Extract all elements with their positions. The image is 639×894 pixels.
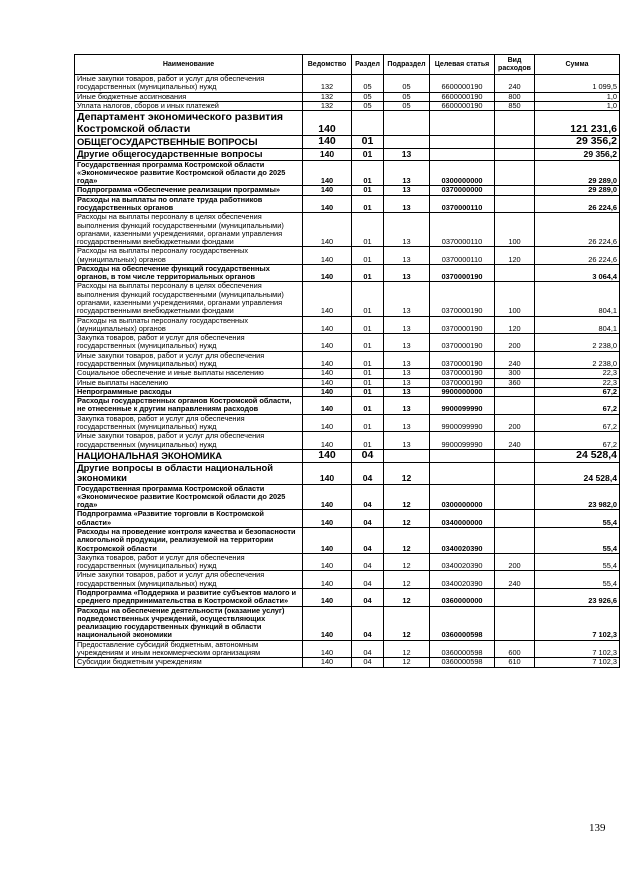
table-cell-section: 04 (352, 658, 384, 667)
table-cell-dept: 140 (303, 186, 352, 195)
table-cell-sum: 67,2 (535, 397, 620, 415)
table-cell-name: Непрограммные расходы (75, 387, 303, 396)
table-cell-subsection: 13 (384, 264, 430, 282)
table-cell-name: Иные закупки товаров, работ и услуг для обеспечения государственных (муниципальных) нужд (75, 432, 303, 450)
table-cell-section: 01 (352, 136, 384, 149)
table-cell-target: 0340020390 (430, 528, 495, 554)
table-cell-sum: 55,4 (535, 553, 620, 571)
table-cell-dept: 140 (303, 149, 352, 161)
table-row (75, 75, 620, 93)
table-cell-dept: 140 (303, 528, 352, 554)
table-row (75, 553, 620, 571)
table-cell-kind: 600 (495, 640, 535, 658)
table-row (75, 397, 620, 415)
table-cell-sum: 26 224,6 (535, 247, 620, 265)
table-row (75, 606, 620, 640)
table-cell-sum: 26 224,6 (535, 195, 620, 213)
table-cell-name: НАЦИОНАЛЬНАЯ ЭКОНОМИКА (75, 449, 303, 462)
table-cell-dept: 140 (303, 351, 352, 369)
table-cell-section: 01 (352, 195, 384, 213)
table-cell-dept: 140 (303, 449, 352, 462)
table-cell-target: 9900099990 (430, 397, 495, 415)
table-cell-name: Закупка товаров, работ и услуг для обеспечения государственных (муниципальных) нужд (75, 414, 303, 432)
table-cell-sum: 67,2 (535, 414, 620, 432)
table-cell-dept: 140 (303, 571, 352, 589)
table-row (75, 528, 620, 554)
table-row (75, 195, 620, 213)
table-cell-target: 0340000000 (430, 510, 495, 528)
header-target: Целевая статья (430, 55, 495, 75)
table-cell-section: 04 (352, 589, 384, 607)
table-cell-subsection: 13 (384, 149, 430, 161)
table-cell-target: 0370000190 (430, 334, 495, 352)
table-row (75, 378, 620, 387)
table-cell-section: 01 (352, 186, 384, 195)
table-row (75, 658, 620, 667)
table-cell-target: 0360000598 (430, 606, 495, 640)
table-cell-target: 0370000190 (430, 282, 495, 316)
table-cell-subsection: 13 (384, 186, 430, 195)
table-cell-subsection (384, 111, 430, 136)
table-cell-kind (495, 449, 535, 462)
table-cell-target: 0370000190 (430, 264, 495, 282)
table-cell-sum: 22,3 (535, 369, 620, 378)
table-cell-section: 01 (352, 387, 384, 396)
header-name: Наименование (75, 55, 303, 75)
table-cell-kind (495, 462, 535, 484)
table-cell-name: Другие общегосударственные вопросы (75, 149, 303, 161)
table-cell-name: Подпрограмма «Обеспечение реализации программы» (75, 186, 303, 195)
table-cell-section: 04 (352, 571, 384, 589)
table-cell-name: Иные закупки товаров, работ и услуг для обеспечения государственных (муниципальных) нужд (75, 571, 303, 589)
table-cell-kind (495, 606, 535, 640)
table-cell-section: 01 (352, 334, 384, 352)
table-cell-subsection: 13 (384, 316, 430, 334)
table-cell-dept: 140 (303, 282, 352, 316)
table-cell-sum: 2 238,0 (535, 351, 620, 369)
table-cell-kind: 200 (495, 334, 535, 352)
table-cell-dept: 140 (303, 213, 352, 247)
table-cell-dept: 140 (303, 136, 352, 149)
table-row (75, 334, 620, 352)
table-cell-subsection: 05 (384, 101, 430, 110)
table-cell-target: 0370000190 (430, 316, 495, 334)
table-cell-sum: 3 064,4 (535, 264, 620, 282)
table-cell-target: 9900099990 (430, 432, 495, 450)
header-kind: Вид расходов (495, 55, 535, 75)
table-cell-name: Закупка товаров, работ и услуг для обеспечения государственных (муниципальных) нужд (75, 553, 303, 571)
table-cell-dept: 140 (303, 195, 352, 213)
table-cell-target: 9900099990 (430, 414, 495, 432)
table-cell-kind (495, 484, 535, 510)
table-cell-section: 04 (352, 528, 384, 554)
table-cell-target: 0300000000 (430, 484, 495, 510)
table-cell-target: 0360000598 (430, 658, 495, 667)
table-cell-target: 0370000110 (430, 195, 495, 213)
table-cell-kind: 850 (495, 101, 535, 110)
table-cell-kind: 360 (495, 378, 535, 387)
table-cell-subsection: 13 (384, 378, 430, 387)
table-cell-dept: 140 (303, 378, 352, 387)
table-cell-section (352, 111, 384, 136)
table-cell-subsection: 12 (384, 462, 430, 484)
table-cell-sum: 121 231,6 (535, 111, 620, 136)
table-cell-name: Иные выплаты населению (75, 378, 303, 387)
table-cell-kind (495, 186, 535, 195)
table-cell-name: Расходы на выплаты по оплате труда работников государственных органов (75, 195, 303, 213)
table-cell-name: Расходы на обеспечение функций государственных органов, в том числе территориальных органов (75, 264, 303, 282)
table-cell-section: 01 (352, 414, 384, 432)
table-cell-subsection: 13 (384, 247, 430, 265)
table-cell-target: 6600000190 (430, 92, 495, 101)
table-cell-kind: 240 (495, 75, 535, 93)
table-cell-target: 9900000000 (430, 387, 495, 396)
table-cell-section: 01 (352, 397, 384, 415)
header-sum: Сумма (535, 55, 620, 75)
table-cell-kind (495, 387, 535, 396)
table-cell-name: Предоставление субсидий бюджетным, автономным учреждениям и иным некоммерческим организациям (75, 640, 303, 658)
table-cell-section: 04 (352, 640, 384, 658)
table-cell-name: Расходы на обеспечение деятельности (оказание услуг) подведомственных учреждений, осуществляющих реализацию государственных функций в области национальной экономики (75, 606, 303, 640)
table-cell-sum: 1,0 (535, 92, 620, 101)
table-cell-name: Субсидии бюджетным учреждениям (75, 658, 303, 667)
table-cell-dept: 140 (303, 658, 352, 667)
table-cell-name: Иные закупки товаров, работ и услуг для обеспечения государственных (муниципальных) нужд (75, 75, 303, 93)
table-cell-kind (495, 149, 535, 161)
table-cell-name: Расходы на выплаты персоналу государственных (муниципальных) органов (75, 247, 303, 265)
table-cell-name: Подпрограмма «Развитие торговли в Костромской области» (75, 510, 303, 528)
table-cell-sum: 804,1 (535, 282, 620, 316)
table-cell-sum: 29 289,0 (535, 160, 620, 186)
table-cell-kind: 800 (495, 92, 535, 101)
table-cell-dept: 140 (303, 111, 352, 136)
table-cell-sum: 24 528,4 (535, 449, 620, 462)
table-cell-dept: 132 (303, 92, 352, 101)
table-row (75, 264, 620, 282)
table-cell-subsection: 12 (384, 553, 430, 571)
table-cell-name: Подпрограмма «Поддержка и развитие субъектов малого и среднего предпринимательства в Костромской области» (75, 589, 303, 607)
table-cell-kind (495, 510, 535, 528)
table-cell-subsection: 13 (384, 213, 430, 247)
table-cell-sum: 2 238,0 (535, 334, 620, 352)
table-cell-name: Закупка товаров, работ и услуг для обеспечения государственных (муниципальных) нужд (75, 334, 303, 352)
table-cell-sum: 22,3 (535, 378, 620, 387)
table-cell-dept: 140 (303, 414, 352, 432)
table-cell-sum: 7 102,3 (535, 606, 620, 640)
table-row (75, 136, 620, 149)
table-cell-dept: 132 (303, 75, 352, 93)
table-row (75, 640, 620, 658)
table-cell-kind (495, 195, 535, 213)
table-cell-sum: 26 224,6 (535, 213, 620, 247)
table-row (75, 414, 620, 432)
table-cell-section: 01 (352, 316, 384, 334)
table-cell-name: Иные бюджетные ассигнования (75, 92, 303, 101)
table-cell-name: Расходы на выплаты персоналу государственных (муниципальных) органов (75, 316, 303, 334)
header-subsection: Подраздел (384, 55, 430, 75)
table-cell-dept: 140 (303, 640, 352, 658)
table-row (75, 351, 620, 369)
table-cell-subsection: 13 (384, 282, 430, 316)
table-cell-subsection: 13 (384, 432, 430, 450)
table-cell-target: 0300000000 (430, 160, 495, 186)
table-cell-kind (495, 589, 535, 607)
table-cell-kind: 100 (495, 213, 535, 247)
table-cell-kind: 120 (495, 247, 535, 265)
table-cell-kind: 300 (495, 369, 535, 378)
table-row (75, 213, 620, 247)
table-cell-sum: 67,2 (535, 387, 620, 396)
table-cell-dept: 140 (303, 397, 352, 415)
table-cell-kind: 120 (495, 316, 535, 334)
table-cell-sum: 24 528,4 (535, 462, 620, 484)
table-cell-section: 04 (352, 449, 384, 462)
table-cell-name: Государственная программа Костромской области «Экономическое развитие Костромской области до 2025 года» (75, 160, 303, 186)
table-cell-target: 0370000110 (430, 213, 495, 247)
table-row (75, 462, 620, 484)
table-cell-sum: 7 102,3 (535, 640, 620, 658)
table-cell-target (430, 136, 495, 149)
table-cell-target: 0370000110 (430, 247, 495, 265)
table-cell-subsection: 13 (384, 195, 430, 213)
table-cell-kind: 240 (495, 351, 535, 369)
table-cell-section: 01 (352, 432, 384, 450)
table-row (75, 432, 620, 450)
table-cell-subsection: 13 (384, 351, 430, 369)
table-row (75, 387, 620, 396)
table-cell-target: 0370000000 (430, 186, 495, 195)
table-cell-section: 04 (352, 510, 384, 528)
table-row (75, 316, 620, 334)
table-cell-subsection: 13 (384, 369, 430, 378)
table-cell-section: 04 (352, 462, 384, 484)
table-cell-dept: 140 (303, 160, 352, 186)
table-cell-kind: 240 (495, 571, 535, 589)
table-cell-sum: 29 356,2 (535, 136, 620, 149)
table-cell-dept: 140 (303, 387, 352, 396)
table-cell-subsection: 12 (384, 606, 430, 640)
table-cell-dept: 140 (303, 589, 352, 607)
table-cell-sum: 23 926,6 (535, 589, 620, 607)
table-cell-subsection (384, 449, 430, 462)
table-cell-section: 01 (352, 149, 384, 161)
table-row (75, 449, 620, 462)
table-cell-kind: 610 (495, 658, 535, 667)
table-cell-kind (495, 264, 535, 282)
table-cell-sum: 55,4 (535, 510, 620, 528)
header-section: Раздел (352, 55, 384, 75)
table-cell-section: 01 (352, 378, 384, 387)
budget-table (74, 54, 620, 668)
table-cell-section: 01 (352, 264, 384, 282)
table-cell-section: 04 (352, 606, 384, 640)
table-cell-section: 01 (352, 160, 384, 186)
table-cell-sum: 23 982,0 (535, 484, 620, 510)
table-cell-subsection: 13 (384, 160, 430, 186)
table-cell-sum: 7 102,3 (535, 658, 620, 667)
table-cell-section: 05 (352, 92, 384, 101)
table-cell-name: Социальное обеспечение и иные выплаты населению (75, 369, 303, 378)
table-cell-name: Расходы на проведение контроля качества и безопасности алкогольной продукции, реализуемой на территории Костромской области (75, 528, 303, 554)
table-cell-subsection: 12 (384, 571, 430, 589)
table-cell-subsection: 12 (384, 640, 430, 658)
table-cell-section: 01 (352, 282, 384, 316)
table-cell-name: Расходы на выплаты персоналу в целях обеспечения выполнения функций государственными (муниципальными) органами, казенными учреждениями, органами управления государственными внебюджетными фондами (75, 213, 303, 247)
table-row (75, 186, 620, 195)
table-row (75, 571, 620, 589)
table-row (75, 484, 620, 510)
table-cell-dept: 140 (303, 553, 352, 571)
table-cell-target: 0370000190 (430, 378, 495, 387)
table-row (75, 101, 620, 110)
table-cell-target: 6600000190 (430, 75, 495, 93)
table-cell-dept: 140 (303, 484, 352, 510)
page-number: 139 (589, 822, 606, 834)
table-cell-kind (495, 397, 535, 415)
table-cell-kind (495, 160, 535, 186)
table-cell-subsection: 12 (384, 510, 430, 528)
table-cell-name: Другие вопросы в области национальной экономики (75, 462, 303, 484)
table-row (75, 247, 620, 265)
table-cell-sum: 29 356,2 (535, 149, 620, 161)
table-cell-dept: 140 (303, 462, 352, 484)
table-cell-target: 0370000190 (430, 369, 495, 378)
table-cell-sum: 55,4 (535, 571, 620, 589)
table-cell-dept: 132 (303, 101, 352, 110)
table-cell-name: Иные закупки товаров, работ и услуг для обеспечения государственных (муниципальных) нужд (75, 351, 303, 369)
table-cell-dept: 140 (303, 316, 352, 334)
table-cell-dept: 140 (303, 334, 352, 352)
table-cell-subsection: 13 (384, 387, 430, 396)
table-cell-name: Государственная программа Костромской области «Экономическое развитие Костромской области до 2025 года» (75, 484, 303, 510)
table-row (75, 369, 620, 378)
table-cell-subsection: 12 (384, 589, 430, 607)
table-cell-subsection: 05 (384, 75, 430, 93)
header-row (75, 55, 620, 75)
table-cell-dept: 140 (303, 432, 352, 450)
table-row (75, 92, 620, 101)
table-cell-target: 0340020390 (430, 553, 495, 571)
table-cell-section: 04 (352, 484, 384, 510)
table-cell-kind: 100 (495, 282, 535, 316)
table-cell-section: 05 (352, 75, 384, 93)
table-cell-section: 01 (352, 247, 384, 265)
table-cell-sum: 67,2 (535, 432, 620, 450)
header-dept: Ведомство (303, 55, 352, 75)
table-cell-dept: 140 (303, 247, 352, 265)
table-cell-sum: 1,0 (535, 101, 620, 110)
table-cell-target (430, 449, 495, 462)
table-cell-name: Расходы государственных органов Костромской области, не отнесенные к другим направлениям расходов (75, 397, 303, 415)
table-cell-subsection: 12 (384, 528, 430, 554)
table-cell-subsection: 13 (384, 334, 430, 352)
table-cell-target (430, 149, 495, 161)
table-row (75, 149, 620, 161)
table-cell-target (430, 111, 495, 136)
table-row (75, 282, 620, 316)
table-cell-target: 0340020390 (430, 571, 495, 589)
table-cell-subsection: 13 (384, 414, 430, 432)
table-cell-name: Расходы на выплаты персоналу в целях обеспечения выполнения функций государственными (муниципальными) органами, казенными учреждениями, органами управления государственными внебюджетными фондами (75, 282, 303, 316)
table-cell-kind: 200 (495, 553, 535, 571)
table-cell-dept: 140 (303, 606, 352, 640)
table-row (75, 589, 620, 607)
table-cell-kind: 200 (495, 414, 535, 432)
table-row (75, 111, 620, 136)
table-cell-target: 0360000598 (430, 640, 495, 658)
table-cell-subsection (384, 136, 430, 149)
table-cell-section: 01 (352, 213, 384, 247)
table-cell-kind (495, 528, 535, 554)
table-cell-target: 0360000000 (430, 589, 495, 607)
table-cell-section: 01 (352, 351, 384, 369)
table-cell-dept: 140 (303, 264, 352, 282)
table-cell-sum: 55,4 (535, 528, 620, 554)
table-cell-section: 05 (352, 101, 384, 110)
table-cell-sum: 804,1 (535, 316, 620, 334)
table-cell-kind (495, 136, 535, 149)
table-cell-target (430, 462, 495, 484)
table-cell-dept: 140 (303, 369, 352, 378)
table-cell-subsection: 12 (384, 658, 430, 667)
table-cell-section: 01 (352, 369, 384, 378)
table-cell-subsection: 12 (384, 484, 430, 510)
table-cell-name: Уплата налогов, сборов и иных платежей (75, 101, 303, 110)
table-cell-name: ОБЩЕГОСУДАРСТВЕННЫЕ ВОПРОСЫ (75, 136, 303, 149)
table-cell-subsection: 13 (384, 397, 430, 415)
table-cell-sum: 1 099,5 (535, 75, 620, 93)
table-cell-dept: 140 (303, 510, 352, 528)
table-cell-kind: 240 (495, 432, 535, 450)
table-cell-subsection: 05 (384, 92, 430, 101)
table-cell-section: 04 (352, 553, 384, 571)
table-row (75, 160, 620, 186)
table-cell-kind (495, 111, 535, 136)
table-cell-name: Департамент экономического развития Костромской области (75, 111, 303, 136)
table-cell-target: 6600000190 (430, 101, 495, 110)
table-row (75, 510, 620, 528)
table-cell-sum: 29 289,0 (535, 186, 620, 195)
table-cell-target: 0370000190 (430, 351, 495, 369)
